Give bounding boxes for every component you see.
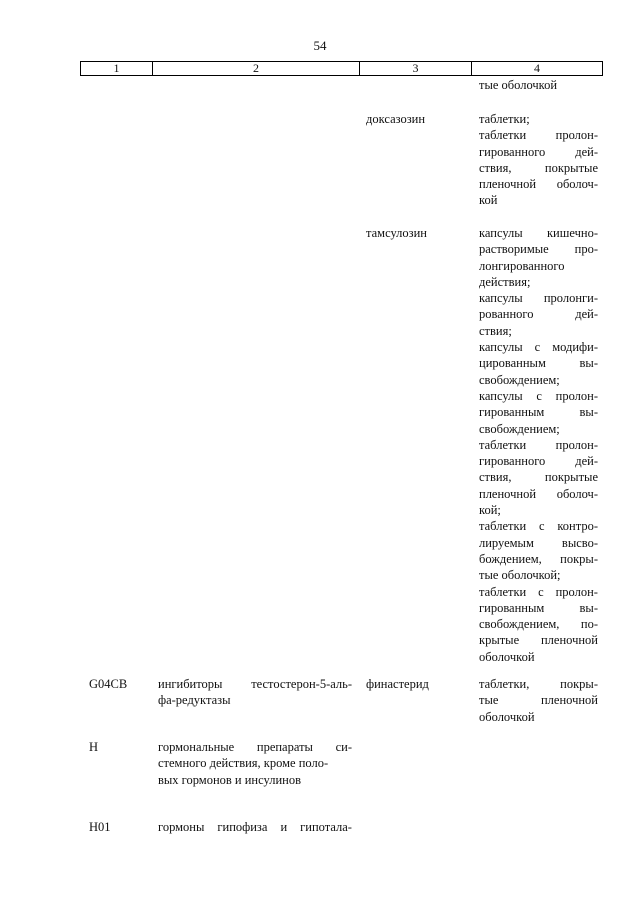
word: оболочкой	[479, 649, 535, 664]
word: свобождением;	[479, 372, 560, 387]
word: с	[538, 584, 544, 599]
group-name-h01	[158, 819, 352, 835]
word: пролон-	[555, 437, 598, 452]
word: тые оболочкой;	[479, 568, 561, 583]
text-line	[479, 355, 598, 371]
text-line	[479, 453, 598, 469]
word: крытые	[479, 633, 520, 648]
word: с	[536, 388, 542, 403]
word: си-	[335, 740, 352, 754]
word: пленочной	[540, 693, 598, 708]
text-line	[158, 676, 352, 692]
word: таблетки	[479, 519, 527, 534]
word: и	[280, 820, 288, 834]
word: вых гормонов и инсулинов	[158, 772, 301, 787]
text-line	[158, 772, 352, 788]
word: гированного	[479, 144, 546, 159]
text-line	[479, 274, 598, 290]
word: препараты	[256, 740, 313, 754]
word: ствия;	[479, 323, 512, 338]
word: таблетки	[479, 437, 527, 452]
text-line	[479, 127, 598, 143]
word: ингибиторы	[158, 677, 223, 691]
word: цированным	[479, 356, 546, 371]
word: таблетки	[479, 584, 527, 599]
text-line	[479, 437, 598, 453]
word: пролонги-	[543, 291, 598, 306]
word: гированным	[479, 405, 545, 420]
text-line	[479, 551, 598, 567]
word: контро-	[557, 519, 598, 534]
text-line	[479, 241, 598, 257]
word: пролон-	[555, 388, 598, 403]
word: оболоч-	[556, 486, 598, 501]
word: пролон-	[555, 128, 598, 143]
word: вы-	[579, 600, 598, 615]
text-line	[479, 111, 598, 127]
word: дей-	[575, 144, 598, 159]
word: таблетки	[479, 128, 527, 143]
word: с	[539, 519, 545, 534]
text-line	[479, 258, 598, 274]
text-line	[479, 567, 598, 583]
word: бождением,	[479, 551, 542, 566]
dosage-forms-tamsulosin	[479, 225, 598, 665]
text-line	[479, 290, 598, 306]
word: тые	[479, 693, 499, 708]
word: пленочной	[479, 486, 537, 501]
word: с	[534, 340, 541, 355]
word: лонгированного	[479, 258, 565, 273]
word: дей-	[575, 454, 598, 469]
word: действия;	[479, 274, 531, 289]
word: кишечно-	[546, 226, 598, 240]
text-line	[479, 584, 598, 600]
word: кой;	[479, 503, 501, 518]
dosage-forms-doxazosin	[479, 111, 598, 209]
text-line	[479, 518, 598, 534]
text-line	[479, 404, 598, 420]
column-header-2: 2	[153, 62, 360, 75]
word: про-	[574, 242, 598, 257]
text-line	[479, 372, 598, 388]
word: стемного действия, кроме поло-	[158, 756, 329, 771]
drug-name-finasteride: финастерид	[366, 677, 429, 691]
word: высво-	[561, 535, 598, 550]
word: гормональные	[158, 740, 235, 754]
text-line	[479, 535, 598, 551]
text-line	[479, 502, 598, 518]
word: капсулы	[479, 291, 523, 306]
word: ствия,	[479, 470, 512, 485]
group-name-g04cb	[158, 676, 352, 709]
text-line	[479, 144, 598, 160]
text-line	[479, 176, 598, 192]
text-line	[479, 339, 598, 355]
word: таблетки;	[479, 112, 530, 126]
text-line	[479, 676, 598, 692]
word: оболочкой	[479, 709, 535, 724]
column-header-3: 3	[360, 62, 472, 75]
word: покрытые	[544, 160, 598, 175]
word: рованного	[479, 307, 534, 322]
text-line	[479, 160, 598, 176]
word: капсулы	[479, 388, 523, 403]
word: гипотала-	[300, 820, 352, 834]
word: по-	[580, 617, 598, 632]
dosage-forms-finasteride	[479, 676, 598, 725]
text-line	[158, 692, 352, 708]
text-line	[479, 323, 598, 339]
column-header-4: 4	[534, 61, 540, 75]
text-line	[479, 192, 598, 208]
word: гормоны	[158, 820, 205, 834]
text-line	[479, 306, 598, 322]
text-line	[158, 819, 352, 835]
word: свобождением,	[479, 617, 560, 632]
text-line	[479, 486, 598, 502]
text-line	[479, 600, 598, 616]
word: гированным	[479, 600, 545, 615]
word: ствия,	[479, 160, 512, 175]
word: оболоч-	[556, 177, 598, 192]
word: модифи-	[552, 340, 598, 355]
column-header-1: 1	[81, 62, 153, 75]
text-line	[479, 225, 598, 241]
word: пленочной	[479, 177, 537, 192]
word: тестостерон-5-аль-	[251, 677, 352, 691]
word: таблетки,	[479, 677, 530, 691]
page-number: 54	[313, 38, 327, 53]
continuation-text: тые оболочкой	[479, 78, 558, 92]
word: покры-	[560, 551, 598, 566]
word: пленочной	[540, 633, 598, 648]
atc-code-h01: H01	[89, 820, 111, 834]
word: вы-	[579, 356, 598, 371]
word: капсулы	[479, 340, 523, 355]
text-line	[479, 709, 598, 725]
text-line	[479, 692, 598, 708]
word: гипофиза	[217, 820, 268, 834]
table-header	[80, 61, 603, 76]
text-line	[479, 616, 598, 632]
drug-name-tamsulosin: тамсулозин	[366, 226, 427, 240]
text-line	[479, 421, 598, 437]
word: фа-редуктазы	[158, 693, 231, 708]
word: кой	[479, 193, 498, 208]
text-line	[158, 739, 352, 755]
text-line	[479, 632, 598, 648]
word: гированного	[479, 454, 546, 469]
word: капсулы	[479, 226, 523, 240]
word: пролон-	[555, 584, 598, 599]
word: лируемым	[479, 535, 534, 550]
word: свобождением;	[479, 421, 560, 436]
text-line	[479, 649, 598, 665]
text-line	[158, 755, 352, 771]
atc-code-g04cb: G04CB	[89, 677, 128, 691]
word: растворимые	[479, 242, 549, 257]
word: дей-	[575, 307, 598, 322]
word: покрытые	[544, 470, 598, 485]
drug-name-doxazosin: доксазозин	[366, 112, 426, 126]
atc-code-h: H	[89, 740, 99, 754]
word: вы-	[579, 405, 598, 420]
text-line	[479, 469, 598, 485]
text-line	[479, 388, 598, 404]
group-name-h	[158, 739, 352, 788]
word: покры-	[560, 677, 598, 691]
